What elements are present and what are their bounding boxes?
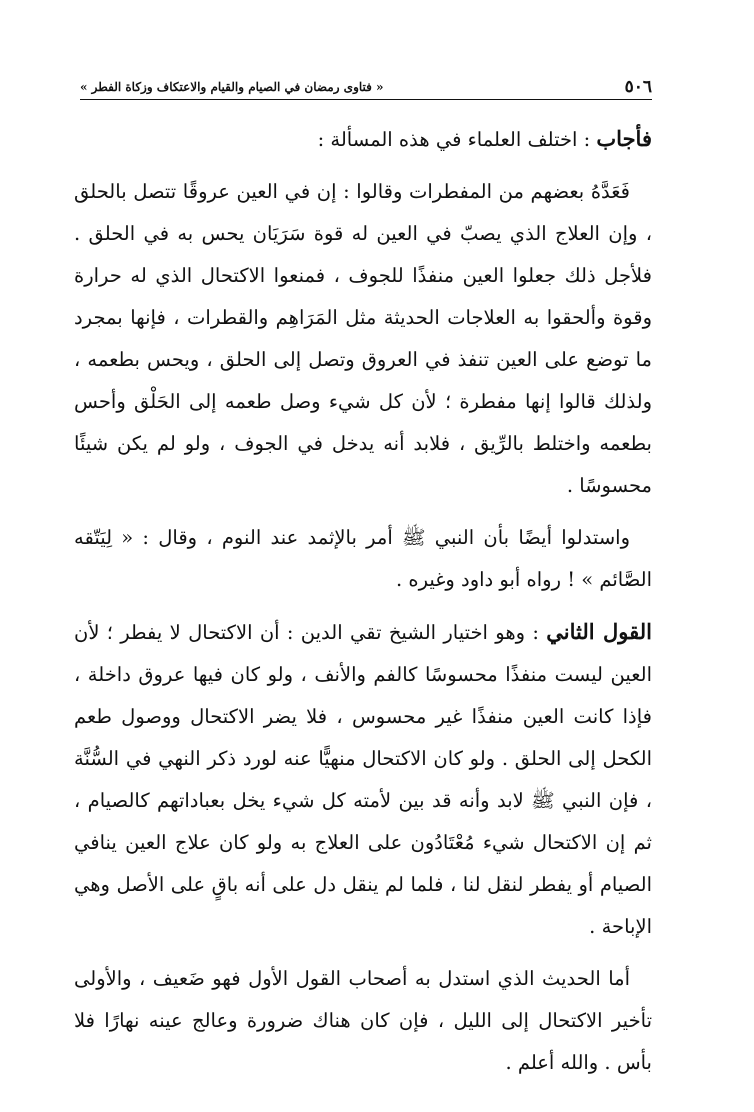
page-number: ٥٠٦	[624, 77, 652, 97]
paragraph-text: أما الحديث الذي استدل به أصحاب القول الأول فهو ضَعيف ، والأولى تأخير الاكتحال إلى الليل ، فإن كان هناك ضرورة وعالج عينه نهارًا فلا بأس . والله أعلم .	[74, 967, 652, 1074]
paragraph-text: : وهو اختيار الشيخ تقي الدين : أن الاكتحال لا يفطر ؛ لأن العين ليست منفذًا محسوسًا كالفم والأنف ، ولو كان فيها عروق داخلة ، فإذا كانت العين منفذًا غير محسوس ، فلا يضر الاكتحال ووصول طعم الكحل إلى الحلق . ولو كان الاكتحال منهيًّا عنه لورد ذكر النهي في السُّنَّة ، فإن النبي ﷺ لابد وأنه قد بين لأمته كل شيء يخل بعباداتهم كالصيام ، ثم إن الاكتحال شيء مُعْتَادُون على العلاج به ولو كان علاج العين ينافي الصيام أو يفطر لنقل لنا ، فلما لم ينقل دل على أنه باقٍ على الأصل وهي الإباحة .	[74, 621, 652, 938]
answer-label: فأجاب	[596, 126, 652, 151]
paragraph-text: واستدلوا أيضًا بأن النبي ﷺ أمر بالإثمد عند النوم ، وقال : « لِيَتّقه الصَّائم » ! رواه أبو داود وغيره .	[74, 526, 652, 591]
header-rule	[80, 99, 652, 100]
second-opinion-label: القول الثاني	[546, 619, 652, 644]
paragraph-evidence	[74, 517, 652, 601]
paragraph-answer	[74, 118, 652, 161]
paragraph-text: فَعَدَّهُ بعضهم من المفطرات وقالوا : إن في العين عروقًا تتصل بالحلق ، وإن العلاج الذي يصبّ في العين له قوة سَرَيَان يحس به في الحلق . فلأجل ذلك جعلوا العين منفذًا للجوف ، فمنعوا الاكتحال الذي له حرارة وقوة وألحقوا به العلاجات الحديثة مثل المَرَاهِم والقطرات ، فإنها بمجرد ما توضع على العين تنفذ في العروق وتصل إلى الحلق ، ويحس بطعمه ، ولذلك قالوا إنها مفطرة ؛ لأن كل شيء وصل طعمه إلى الحَلْق وأحس بطعمه واختلط بالرِّيق ، فلابد أنه يدخل في الجوف ، ولو لم يكن شيئًا محسوسًا .	[74, 180, 652, 497]
paragraph-first-opinion	[74, 171, 652, 507]
paragraph-conclusion	[74, 958, 652, 1084]
paragraph-text: : اختلف العلماء في هذه المسألة :	[317, 128, 597, 151]
body-text	[74, 118, 652, 1094]
paragraph-second-opinion	[74, 611, 652, 948]
running-title: « فتاوى رمضان في الصيام والقيام والاعتكاف وزكاة الفطر »	[80, 80, 384, 94]
page-header	[80, 76, 652, 98]
